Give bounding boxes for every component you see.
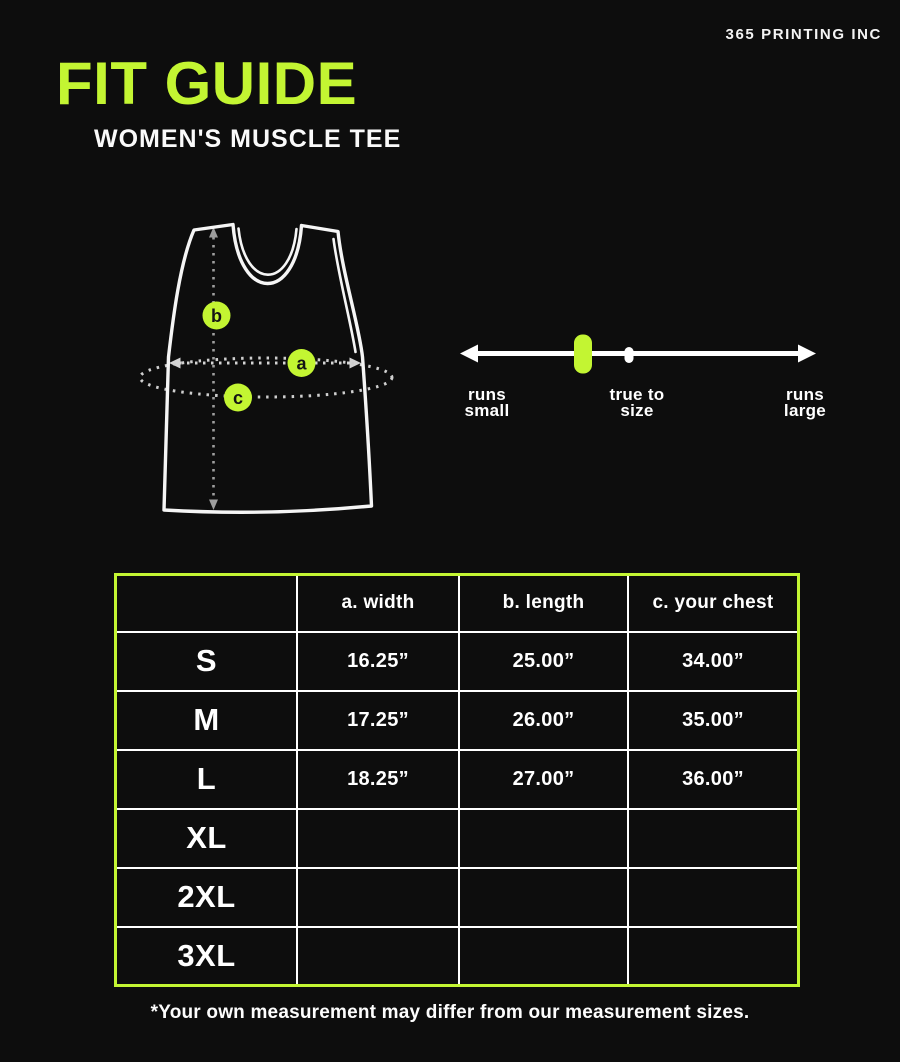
- scale-label-line: true to: [609, 385, 665, 404]
- header-cell-length: b. length: [459, 575, 628, 632]
- size-label: M: [116, 691, 298, 750]
- marker-b-label: b: [211, 306, 222, 326]
- scale-arrow-left-icon: [460, 345, 478, 363]
- arrow-right-icon: [350, 358, 362, 369]
- header-cell-chest: c. your chest: [628, 575, 799, 632]
- size-label: S: [116, 632, 298, 691]
- size-label: L: [116, 750, 298, 809]
- page-subtitle: WOMEN'S MUSCLE TEE: [94, 125, 402, 153]
- scale-label-line: runs: [467, 385, 507, 404]
- true-to-size-tick: [625, 347, 634, 363]
- header-cell-size: [116, 575, 298, 632]
- chest-value: 34.00”: [628, 632, 799, 691]
- chest-value: [628, 809, 799, 868]
- table-row-l: [116, 750, 799, 809]
- measurement-disclaimer: *Your own measurement may differ from our measurement sizes.: [150, 1002, 750, 1023]
- width-value: [297, 809, 459, 868]
- length-value: [459, 868, 628, 927]
- scale-label-runs-large: [757, 387, 853, 418]
- fit-indicator-handle: [574, 335, 592, 374]
- scale-label-line: small: [464, 400, 510, 420]
- shirt-outline: [164, 225, 372, 513]
- scale-label-line: large: [783, 400, 827, 420]
- width-value: 18.25”: [297, 750, 459, 809]
- width-value: [297, 868, 459, 927]
- length-value: 27.00”: [459, 750, 628, 809]
- length-value: 25.00”: [459, 632, 628, 691]
- chest-value: [628, 927, 799, 986]
- length-value: [459, 927, 628, 986]
- table-header-row: [116, 575, 799, 632]
- size-label: 2XL: [116, 868, 298, 927]
- marker-a-label: a: [296, 353, 307, 374]
- table-row-3xl: [116, 927, 799, 986]
- chest-value: 35.00”: [628, 691, 799, 750]
- table-row-xl: [116, 809, 799, 868]
- scale-arrow-right-icon: [798, 345, 816, 363]
- length-value: [459, 809, 628, 868]
- width-value: [297, 927, 459, 986]
- arrow-down-icon: [209, 500, 218, 511]
- size-chart-table: [114, 573, 800, 987]
- width-value: 16.25”: [297, 632, 459, 691]
- table-row-m: [116, 691, 799, 750]
- scale-label-runs-small: [458, 387, 516, 418]
- scale-label-true-to-size: [587, 387, 687, 418]
- size-label: 3XL: [116, 927, 298, 986]
- page-title: FIT GUIDE: [56, 50, 358, 117]
- chest-value: 36.00”: [628, 750, 799, 809]
- width-value: 17.25”: [297, 691, 459, 750]
- header-cell-width: a. width: [297, 575, 459, 632]
- size-label: XL: [116, 809, 298, 868]
- collar-seam: [239, 229, 297, 275]
- table-row-2xl: [116, 868, 799, 927]
- table-row-s: [116, 632, 799, 691]
- chest-value: [628, 868, 799, 927]
- scale-label-line: runs: [785, 385, 825, 404]
- marker-c-label: c: [232, 388, 244, 408]
- scale-label-line: size: [620, 400, 654, 420]
- fit-scale: [450, 328, 825, 383]
- armhole-seam: [334, 239, 356, 352]
- length-value: 26.00”: [459, 691, 628, 750]
- brand-text: 365 PRINTING INC: [725, 26, 882, 43]
- muscle-tee-diagram: [130, 205, 435, 540]
